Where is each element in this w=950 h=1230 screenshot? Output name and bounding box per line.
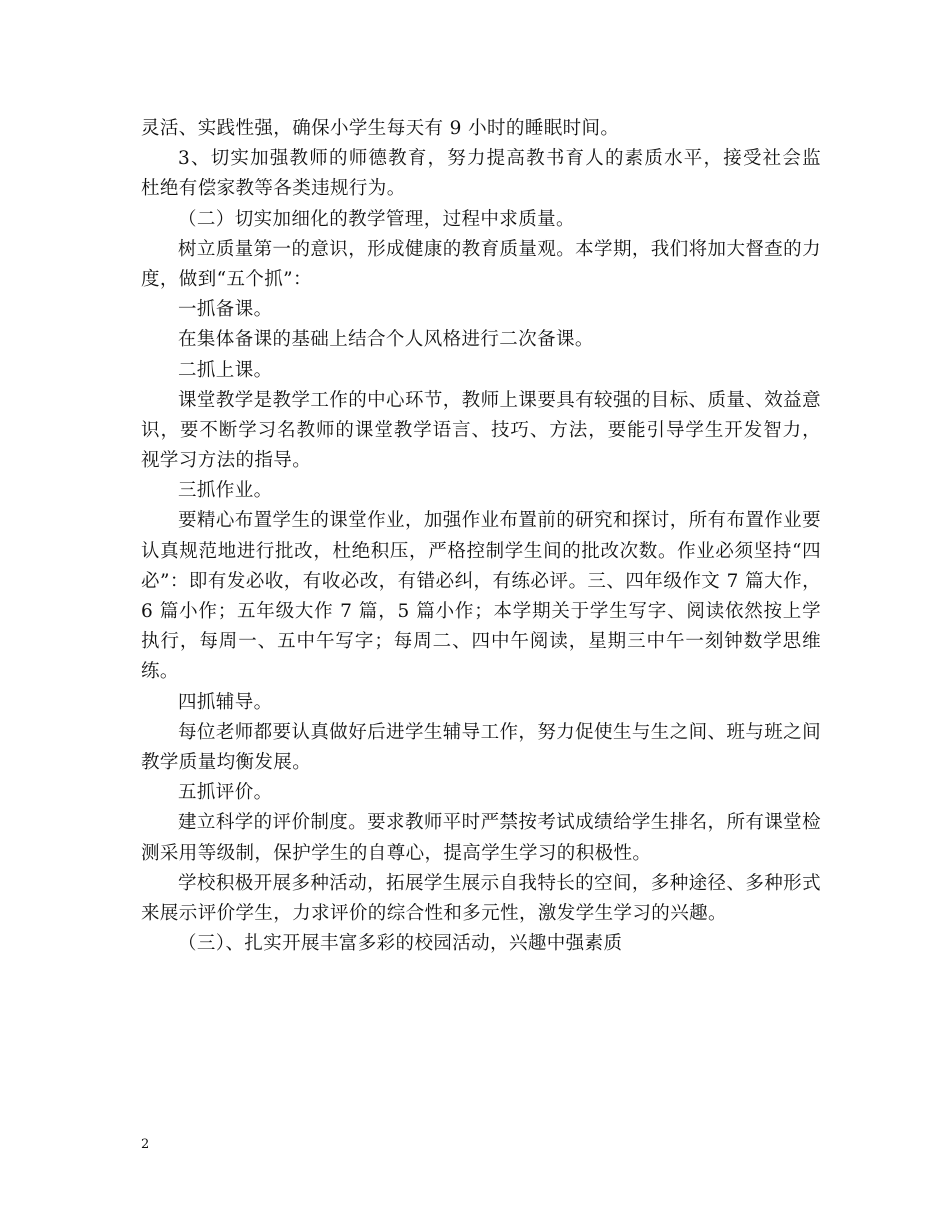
text-line: 测采用等级制，保护学生的自尊心，提高学生学习的积极性。 xyxy=(141,842,652,864)
subheading: 一抓备课。 xyxy=(178,299,273,321)
text-line: 要精心布置学生的课堂作业，加强作业布置前的研究和探讨，所有布置作业要 xyxy=(178,510,821,532)
page-number: 2 xyxy=(141,1137,150,1152)
subheading: 二抓上课。 xyxy=(178,359,273,381)
text-line: 建立科学的评价制度。要求教师平时严禁按考试成绩给学生排名，所有课堂检 xyxy=(178,812,821,834)
text-line: 识，要不断学习名教师的课堂教学语言、技巧、方法，要能引导学生开发智力， xyxy=(141,419,821,441)
text-line: 树立质量第一的意识，形成健康的教育质量观。本学期，我们将加大督查的力 xyxy=(178,238,821,260)
text-line: 必”：即有发必收，有收必改，有错必纠，有练必评。三、四年级作文 7 篇大作， xyxy=(141,570,821,592)
text-line: 教学质量均衡发展。 xyxy=(141,751,312,773)
body-text xyxy=(141,114,821,959)
text-line: 杜绝有偿家教等各类违规行为。 xyxy=(141,178,406,200)
section-heading: （三）、扎实开展丰富多彩的校园活动，兴趣中强素质 xyxy=(178,933,623,955)
text-line: 学校积极开展多种活动，拓展学生展示自我特长的空间，多种途径、多种形式 xyxy=(178,872,821,894)
text-line: 课堂教学是教学工作的中心环节，教师上课要具有较强的目标、质量、效益意 xyxy=(178,389,821,411)
subheading: 五抓评价。 xyxy=(178,782,273,804)
subheading: 四抓辅导。 xyxy=(178,691,273,713)
text-line: 每位老师都要认真做好后进学生辅导工作，努力促使生与生之间、班与班之间 xyxy=(178,721,821,743)
text-line: 度，做到“五个抓”： xyxy=(141,268,312,290)
text-line: 6 篇小作；五年级大作 7 篇，5 篇小作；本学期关于学生写字、阅读依然按上学 xyxy=(141,601,821,622)
text-line: 在集体备课的基础上结合个人风格进行二次备课。 xyxy=(178,329,594,351)
text-line: 练。 xyxy=(141,661,179,683)
text-line: 执行，每周一、五中午写字；每周二、四中午阅读，星期三中午一刻钟数学思维 xyxy=(141,631,821,653)
text-line: 视学习方法的指导。 xyxy=(141,450,312,472)
text-line: 3、切实加强教师的师德教育，努力提高教书育人的素质水平，接受社会监 xyxy=(178,148,821,170)
text-line: 灵活、实践性强，确保小学生每天有 9 小时的睡眠时间。 xyxy=(141,118,620,139)
text-line: 来展示评价学生，力求评价的综合性和多元性，激发学生学习的兴趣。 xyxy=(141,902,727,924)
text-line: 认真规范地进行批改，杜绝积压，严格控制学生间的批改次数。作业必须坚持“四 xyxy=(141,540,821,562)
subheading: 三抓作业。 xyxy=(178,480,273,502)
section-heading: （二）切实加细化的教学管理，过程中求质量。 xyxy=(178,208,575,230)
